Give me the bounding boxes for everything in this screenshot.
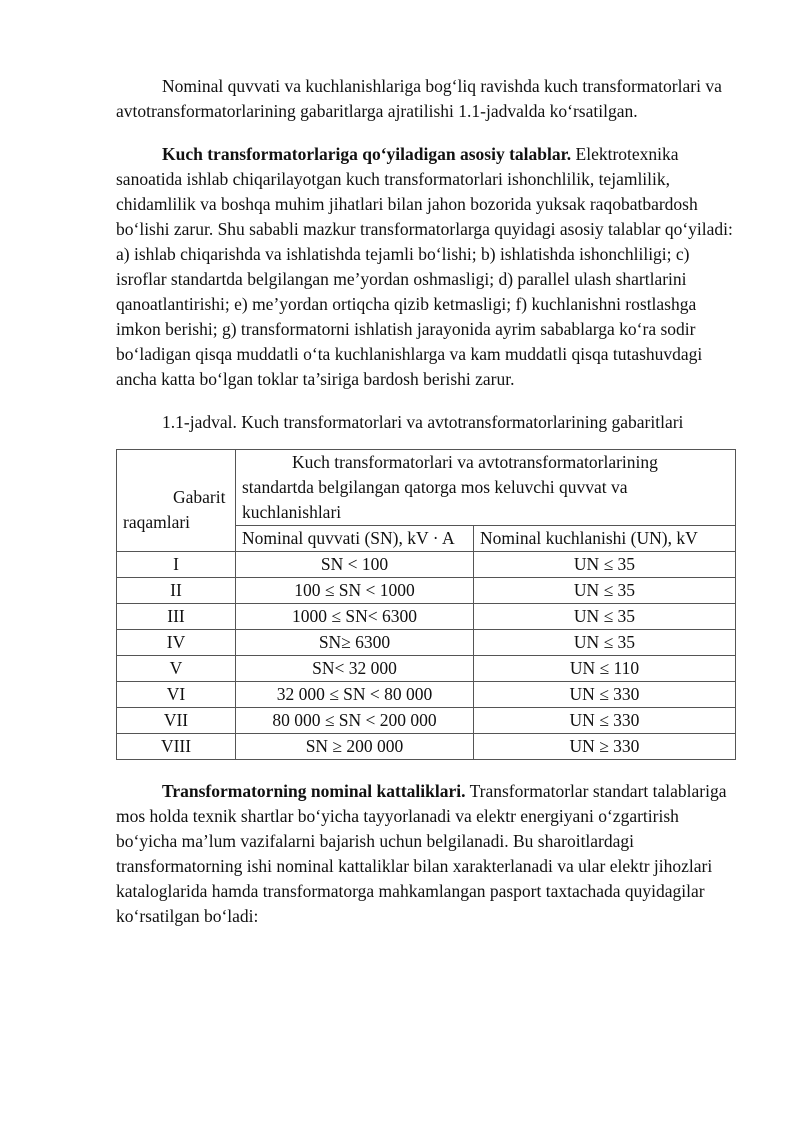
- nominal-heading: Transformatorning nominal kattaliklari.: [162, 781, 466, 801]
- requirements-heading: Kuch transformatorlariga qo‘yiladigan asosiy talablar.: [162, 144, 572, 164]
- cell-gabarit: VI: [117, 682, 236, 708]
- header-gabarit: [117, 450, 236, 552]
- cell-power: 32 000 ≤ SN < 80 000: [236, 682, 474, 708]
- intro-paragraph: Nominal quvvati va kuchlanishlariga bog‘liq ravishda kuch transformatorlari va avtotransformatorlarining gabaritlarga ajratilishi 1.1-jadvalda ko‘rsatilgan.: [116, 76, 722, 121]
- cell-gabarit: V: [117, 656, 236, 682]
- cell-gabarit: IV: [117, 630, 236, 656]
- table-body: [117, 552, 736, 760]
- cell-power: 100 ≤ SN < 1000: [236, 578, 474, 604]
- header-gabarit-text: Gabarit raqamlari: [123, 486, 226, 532]
- table-row: [117, 682, 736, 708]
- cell-power: SN< 32 000: [236, 656, 474, 682]
- requirements-paragraph: [116, 142, 742, 392]
- table-row: [117, 734, 736, 760]
- header-voltage: Nominal kuchlanishi (UN), kV: [474, 526, 736, 552]
- table-row: [117, 656, 736, 682]
- cell-voltage: UN ≤ 110: [474, 656, 736, 682]
- nominal-text: Transformatorlar standart talablariga mos holda texnik shartlar bo‘yicha tayyorlanadi va elektr energiyani o‘zgartirish bo‘yicha ma’lum vazifalarni bajarish uchun belgilanadi. Bu sharoitlardagi transformatorning ishi nominal kattaliklar bilan xarakterlanadi va ular elektr jihozlari kataloglarida hamda transformatorga mahkamlangan pasport taxtachada quyidagilar ko‘rsatilgan bo‘ladi:: [116, 781, 727, 926]
- nominal-paragraph: [116, 779, 742, 929]
- cell-power: SN ≥ 200 000: [236, 734, 474, 760]
- cell-power: SN≥ 6300: [236, 630, 474, 656]
- cell-gabarit: I: [117, 552, 236, 578]
- gabarit-table: [116, 449, 736, 760]
- cell-voltage: UN ≤ 35: [474, 604, 736, 630]
- cell-voltage: UN ≤ 35: [474, 630, 736, 656]
- header-group: [236, 450, 736, 526]
- table-row: [117, 630, 736, 656]
- cell-power: SN < 100: [236, 552, 474, 578]
- cell-gabarit: VIII: [117, 734, 236, 760]
- table-caption: 1.1-jadval. Kuch transformatorlari va avtotransformatorlarining gabaritlari: [162, 412, 684, 432]
- cell-voltage: UN ≤ 330: [474, 708, 736, 734]
- requirements-text: Elektrotexnika sanoatida ishlab chiqarilayotgan kuch transformatorlari ishonchlilik, tejamlilik, chidamlilik va boshqa muhim jihatlari bilan jahon bozorida yuksak raqobatbardosh bo‘lishi zarur. Shu sababli mazkur transformatorlarga quyidagi asosiy talablar qo‘yiladi: a) ishlab chiqarishda va ishlatishda tejamli bo‘lishi; b) ishlatishda ishonchliligi; c) isroflar standartda belgilangan me’yordan oshmasligi; d) parallel ulash shartlarini qanoatlantirishi; e) me’yordan ortiqcha qizib ketmasligi; f) kuchlanishni rostlashga imkon berishi; g) transformatorni ishlatish jarayonida ayrim sabablarga ko‘ra sodir bo‘ladigan qisqa muddatli o‘ta kuchlanishlarga va kam muddatli qisqa tutashuvdagi ancha katta bo‘lgan toklar ta’siriga bardosh berishi zarur.: [116, 144, 733, 389]
- cell-voltage: UN ≤ 35: [474, 552, 736, 578]
- cell-power: 1000 ≤ SN< 6300: [236, 604, 474, 630]
- table-row: [117, 604, 736, 630]
- header-group-rest: standartda belgilangan qatorga mos keluvchi quvvat va kuchlanishlari: [242, 477, 628, 522]
- header-power: Nominal quvvati (SN), kV · A: [236, 526, 474, 552]
- cell-power: 80 000 ≤ SN < 200 000: [236, 708, 474, 734]
- table-row: [117, 578, 736, 604]
- cell-voltage: UN ≥ 330: [474, 734, 736, 760]
- cell-gabarit: III: [117, 604, 236, 630]
- cell-gabarit: VII: [117, 708, 236, 734]
- cell-gabarit: II: [117, 578, 236, 604]
- header-group-line1: Kuch transformatorlari va avtotransformatorlarining: [292, 452, 658, 472]
- document-page: [116, 74, 742, 929]
- table-header-row: [117, 450, 736, 526]
- table-row: [117, 708, 736, 734]
- table-row: [117, 552, 736, 578]
- cell-voltage: UN ≤ 330: [474, 682, 736, 708]
- cell-voltage: UN ≤ 35: [474, 578, 736, 604]
